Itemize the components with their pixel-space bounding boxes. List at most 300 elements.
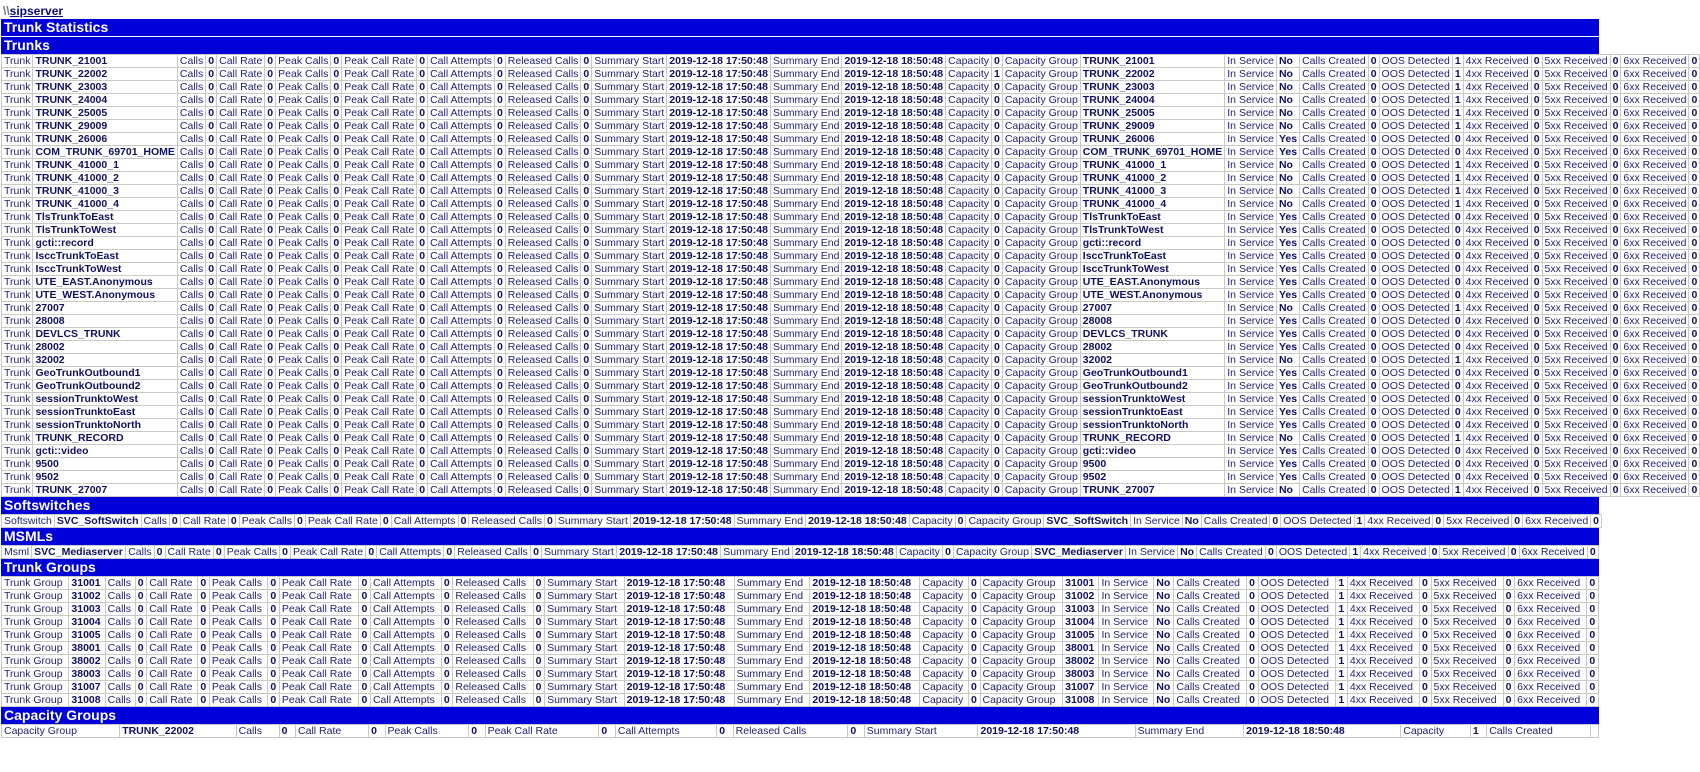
row-name: 31003 [69, 603, 105, 616]
capacity-group-label: Capacity Group [1002, 458, 1080, 471]
4xx-received-label: 4xx Received [1463, 419, 1531, 432]
oos-detected-label: OOS Detected [1379, 107, 1452, 120]
6xx-received-label: 6xx Received [1621, 458, 1689, 471]
peak-calls-label: Peak Calls [276, 302, 331, 315]
capacity-value: 0 [969, 590, 981, 603]
5xx-received-label: 5xx Received [1542, 432, 1610, 445]
summary-start-label: Summary Start [592, 432, 667, 445]
call-attempts-value: 0 [494, 263, 505, 276]
5xx-received-label: 5xx Received [1542, 380, 1610, 393]
released-calls-value: 0 [533, 590, 545, 603]
summary-end-label: Summary End [734, 515, 806, 528]
capacity-group-label: Capacity Group [1002, 159, 1080, 172]
capacity-group-value: 9500 [1080, 458, 1224, 471]
capacity-label: Capacity [946, 367, 992, 380]
capacity-value: 0 [992, 484, 1003, 497]
call-rate-label: Call Rate [217, 302, 265, 315]
row-type-label: Trunk [2, 263, 33, 276]
6xx-received-value: 0 [1587, 590, 1599, 603]
calls-created-label: Calls Created [1300, 172, 1369, 185]
call-attempts-label: Call Attempts [370, 616, 441, 629]
oos-detected-label: OOS Detected [1379, 341, 1452, 354]
released-calls-label: Released Calls [505, 81, 581, 94]
capacity-value: 0 [992, 276, 1003, 289]
4xx-received-value: 0 [1531, 237, 1542, 250]
row-type-label: Trunk [2, 471, 33, 484]
summary-start-value: 2019-12-18 17:50:48 [667, 68, 771, 81]
summary-start-label: Summary Start [592, 211, 667, 224]
call-attempts-label: Call Attempts [370, 577, 441, 590]
released-calls-value: 0 [581, 198, 592, 211]
peak-calls-label: Peak Calls [276, 159, 331, 172]
peak-calls-value: 0 [331, 81, 342, 94]
calls-label: Calls [177, 445, 205, 458]
row-type-label: Trunk [2, 81, 33, 94]
peak-call-rate-value: 0 [599, 725, 615, 738]
call-rate-label: Call Rate [147, 694, 198, 707]
call-attempts-value: 0 [494, 393, 505, 406]
in-service-value: No [1154, 681, 1174, 694]
peak-call-rate-value: 0 [417, 354, 428, 367]
summary-start-value: 2019-12-18 17:50:48 [624, 655, 734, 668]
capacity-value: 0 [992, 185, 1003, 198]
5xx-received-label: 5xx Received [1542, 484, 1610, 497]
oos-detected-label: OOS Detected [1379, 68, 1452, 81]
6xx-received-label: 6xx Received [1621, 276, 1689, 289]
4xx-received-label: 4xx Received [1463, 289, 1531, 302]
summary-start-value: 2019-12-18 17:50:48 [667, 354, 771, 367]
calls-label: Calls [177, 107, 205, 120]
released-calls-value: 0 [581, 172, 592, 185]
calls-created-label: Calls Created [1300, 198, 1369, 211]
call-attempts-value: 0 [494, 68, 505, 81]
capacity-label: Capacity [946, 185, 992, 198]
summary-end-value: 2019-12-18 18:50:48 [810, 694, 920, 707]
capacity-value: 0 [992, 328, 1003, 341]
table-row [2, 263, 1700, 276]
summary-end-label: Summary End [770, 328, 842, 341]
capacity-group-label: Capacity Group [1002, 289, 1080, 302]
call-rate-value: 0 [198, 668, 210, 681]
peak-call-rate-value: 0 [366, 546, 377, 559]
released-calls-value: 0 [581, 276, 592, 289]
capacity-label: Capacity [946, 341, 992, 354]
oos-detected-value: 1 [1336, 590, 1348, 603]
6xx-received-label: 6xx Received [1621, 94, 1689, 107]
peak-calls-value: 0 [331, 185, 342, 198]
capacity-group-label: Capacity Group [980, 642, 1063, 655]
peak-calls-value: 0 [331, 198, 342, 211]
4xx-received-label: 4xx Received [1347, 577, 1419, 590]
summary-end-value: 2019-12-18 18:50:48 [842, 380, 946, 393]
row-name: TRUNK_22002 [33, 68, 177, 81]
capacity-label: Capacity [946, 120, 992, 133]
capacity-group-label: Capacity Group [1002, 198, 1080, 211]
peak-calls-value: 0 [268, 629, 280, 642]
row-name: 38002 [69, 655, 105, 668]
calls-label: Calls [177, 458, 205, 471]
summary-end-value: 2019-12-18 18:50:48 [810, 655, 920, 668]
6xx-received-label: 6xx Received [1621, 328, 1689, 341]
row-type-label: Trunk Group [2, 603, 69, 616]
call-rate-label: Call Rate [217, 250, 265, 263]
call-rate-value: 0 [265, 81, 276, 94]
capacity-group-value: IsccTrunkToWest [1080, 263, 1224, 276]
oos-detected-value: 0 [1452, 133, 1463, 146]
summary-end-label: Summary End [770, 94, 842, 107]
peak-call-rate-value: 0 [359, 681, 371, 694]
call-attempts-label: Call Attempts [428, 185, 495, 198]
peak-call-rate-value: 0 [359, 590, 371, 603]
peak-calls-label: Peak Calls [276, 393, 331, 406]
in-service-value: No [1276, 198, 1299, 211]
calls-created-value: 0 [1247, 668, 1259, 681]
4xx-received-label: 4xx Received [1463, 185, 1531, 198]
released-calls-value: 0 [533, 577, 545, 590]
in-service-label: In Service [1099, 577, 1154, 590]
4xx-received-value: 0 [1531, 406, 1542, 419]
call-attempts-value: 0 [494, 55, 505, 68]
calls-created-value: 0 [1368, 276, 1379, 289]
calls-created-value: 0 [1368, 68, 1379, 81]
peak-call-rate-label: Peak Call Rate [342, 55, 417, 68]
call-attempts-label: Call Attempts [428, 263, 495, 276]
capacity-label: Capacity [920, 603, 969, 616]
released-calls-value: 0 [581, 367, 592, 380]
oos-detected-value: 0 [1452, 250, 1463, 263]
released-calls-value: 0 [533, 603, 545, 616]
summary-start-label: Summary Start [555, 515, 630, 528]
table-row [2, 172, 1700, 185]
summary-end-value: 2019-12-18 18:50:48 [810, 577, 920, 590]
released-calls-value: 0 [581, 263, 592, 276]
calls-value: 0 [206, 484, 217, 497]
released-calls-label: Released Calls [505, 94, 581, 107]
capacity-group-value: TRUNK_24004 [1080, 94, 1224, 107]
oos-detected-label: OOS Detected [1379, 120, 1452, 133]
peak-call-rate-label: Peak Call Rate [342, 133, 417, 146]
calls-created-label: Calls Created [1300, 237, 1369, 250]
in-service-value: No [1154, 616, 1174, 629]
peak-calls-label: Peak Calls [276, 107, 331, 120]
summary-end-label: Summary End [734, 681, 810, 694]
released-calls-value: 0 [581, 315, 592, 328]
section-table [1, 54, 1700, 497]
peak-call-rate-value: 0 [417, 471, 428, 484]
oos-detected-label: OOS Detected [1379, 133, 1452, 146]
released-calls-value: 0 [581, 445, 592, 458]
capacity-group-value: GeoTrunkOutbound2 [1080, 380, 1224, 393]
5xx-received-value: 0 [1610, 198, 1621, 211]
call-attempts-label: Call Attempts [428, 159, 495, 172]
oos-detected-value: 1 [1452, 94, 1463, 107]
summary-end-value: 2019-12-18 18:50:48 [842, 237, 946, 250]
capacity-value: 0 [992, 406, 1003, 419]
4xx-received-value: 0 [1531, 341, 1542, 354]
call-rate-value: 0 [198, 681, 210, 694]
5xx-received-label: 5xx Received [1431, 616, 1503, 629]
capacity-label: Capacity [946, 276, 992, 289]
5xx-received-value: 0 [1610, 237, 1621, 250]
calls-label: Calls [177, 263, 205, 276]
peak-calls-label: Peak Calls [209, 603, 268, 616]
calls-value: 0 [135, 642, 147, 655]
peak-calls-value: 0 [331, 406, 342, 419]
released-calls-label: Released Calls [505, 224, 581, 237]
sipserver-link[interactable]: sipserver [9, 4, 64, 18]
call-rate-value: 0 [265, 250, 276, 263]
released-calls-label: Released Calls [505, 120, 581, 133]
released-calls-label: Released Calls [505, 302, 581, 315]
row-name: TRUNK_41000_1 [33, 159, 177, 172]
call-rate-label: Call Rate [147, 681, 198, 694]
capacity-label: Capacity [1401, 725, 1471, 738]
call-attempts-value: 0 [494, 484, 505, 497]
call-rate-value: 0 [198, 616, 210, 629]
in-service-value: No [1154, 629, 1174, 642]
call-attempts-value: 0 [494, 107, 505, 120]
row-type-label: Trunk [2, 432, 33, 445]
call-attempts-label: Call Attempts [370, 603, 441, 616]
capacity-group-label: Capacity Group [980, 694, 1063, 707]
summary-end-value: 2019-12-18 18:50:48 [842, 172, 946, 185]
in-service-label: In Service [1099, 655, 1154, 668]
6xx-received-label: 6xx Received [1621, 120, 1689, 133]
capacity-group-value: IsccTrunkToEast [1080, 250, 1224, 263]
calls-label: Calls [105, 694, 135, 707]
summary-start-value: 2019-12-18 17:50:48 [667, 237, 771, 250]
5xx-received-label: 5xx Received [1444, 515, 1512, 528]
call-rate-value: 0 [198, 603, 210, 616]
in-service-value: No [1154, 603, 1174, 616]
capacity-label: Capacity [946, 159, 992, 172]
table-row [2, 276, 1700, 289]
calls-created-value: 0 [1368, 94, 1379, 107]
capacity-label: Capacity [946, 68, 992, 81]
call-rate-label: Call Rate [147, 655, 198, 668]
call-rate-value: 0 [265, 68, 276, 81]
5xx-received-label: 5xx Received [1431, 655, 1503, 668]
5xx-received-label: 5xx Received [1542, 237, 1610, 250]
4xx-received-label: 4xx Received [1463, 315, 1531, 328]
6xx-received-value: 0 [1689, 471, 1700, 484]
capacity-group-label: Capacity Group [1002, 406, 1080, 419]
summary-start-value: 2019-12-18 17:50:48 [667, 432, 771, 445]
call-rate-value: 0 [265, 484, 276, 497]
call-attempts-label: Call Attempts [428, 328, 495, 341]
table-row [2, 406, 1700, 419]
4xx-received-value: 0 [1531, 133, 1542, 146]
call-attempts-label: Call Attempts [428, 289, 495, 302]
6xx-received-value: 0 [1689, 55, 1700, 68]
peak-calls-label: Peak Calls [276, 250, 331, 263]
in-service-label: In Service [1225, 146, 1277, 159]
table-row [2, 484, 1700, 497]
row-name: 38001 [69, 642, 105, 655]
row-name: TRUNK_27007 [33, 484, 177, 497]
capacity-group-value: SVC_Mediaserver [1032, 546, 1126, 559]
call-attempts-value: 0 [494, 458, 505, 471]
calls-created-label: Calls Created [1300, 458, 1369, 471]
4xx-received-label: 4xx Received [1463, 354, 1531, 367]
call-attempts-value: 0 [717, 725, 733, 738]
6xx-received-label: 6xx Received [1621, 133, 1689, 146]
released-calls-label: Released Calls [505, 445, 581, 458]
summary-end-label: Summary End [1135, 725, 1243, 738]
summary-start-value: 2019-12-18 17:50:48 [667, 81, 771, 94]
summary-end-label: Summary End [770, 276, 842, 289]
capacity-group-label: Capacity Group [1002, 380, 1080, 393]
summary-end-value: 2019-12-18 18:50:48 [842, 133, 946, 146]
calls-created-value: 0 [1368, 354, 1379, 367]
in-service-value: Yes [1276, 211, 1299, 224]
released-calls-label: Released Calls [453, 694, 533, 707]
capacity-value: 0 [992, 354, 1003, 367]
released-calls-value: 0 [581, 250, 592, 263]
peak-call-rate-label: Peak Call Rate [342, 198, 417, 211]
released-calls-label: Released Calls [505, 341, 581, 354]
peak-call-rate-label: Peak Call Rate [342, 172, 417, 185]
in-service-label: In Service [1225, 185, 1277, 198]
4xx-received-label: 4xx Received [1463, 94, 1531, 107]
capacity-value: 1 [992, 68, 1003, 81]
5xx-received-label: 5xx Received [1542, 172, 1610, 185]
calls-value: 0 [206, 211, 217, 224]
summary-end-value: 2019-12-18 18:50:48 [810, 616, 920, 629]
calls-created-value: 0 [1368, 263, 1379, 276]
capacity-group-label: Capacity Group [1002, 315, 1080, 328]
oos-detected-value: 0 [1452, 328, 1463, 341]
released-calls-label: Released Calls [505, 354, 581, 367]
row-type-label: Trunk [2, 107, 33, 120]
4xx-received-label: 4xx Received [1463, 341, 1531, 354]
row-type-label: Trunk [2, 354, 33, 367]
call-rate-label: Call Rate [217, 81, 265, 94]
in-service-label: In Service [1225, 406, 1277, 419]
capacity-value: 0 [992, 471, 1003, 484]
in-service-value: Yes [1276, 367, 1299, 380]
table-row [2, 341, 1700, 354]
row-name: TRUNK_41000_3 [33, 185, 177, 198]
capacity-value: 0 [992, 211, 1003, 224]
4xx-received-label: 4xx Received [1347, 616, 1419, 629]
calls-label: Calls [105, 590, 135, 603]
peak-call-rate-value: 0 [417, 198, 428, 211]
calls-label: Calls [177, 367, 205, 380]
capacity-group-label: Capacity Group [1002, 341, 1080, 354]
call-rate-label: Call Rate [147, 603, 198, 616]
call-attempts-label: Call Attempts [391, 515, 458, 528]
summary-start-value: 2019-12-18 17:50:48 [624, 642, 734, 655]
peak-calls-label: Peak Calls [276, 419, 331, 432]
peak-call-rate-value: 0 [417, 276, 428, 289]
capacity-label: Capacity [946, 263, 992, 276]
peak-call-rate-label: Peak Call Rate [342, 315, 417, 328]
released-calls-value: 0 [848, 725, 864, 738]
6xx-received-label: 6xx Received [1515, 694, 1587, 707]
in-service-value: Yes [1276, 328, 1299, 341]
calls-value: 0 [206, 406, 217, 419]
summary-end-value: 2019-12-18 18:50:48 [842, 68, 946, 81]
capacity-group-value: TlsTrunkToWest [1080, 224, 1224, 237]
summary-start-label: Summary Start [545, 590, 625, 603]
table-row [2, 603, 1599, 616]
table-row [2, 146, 1700, 159]
peak-call-rate-label: Peak Call Rate [342, 328, 417, 341]
peak-calls-value: 0 [331, 237, 342, 250]
calls-created-value: 0 [1266, 546, 1277, 559]
row-name: UTE_EAST.Anonymous [33, 276, 177, 289]
peak-calls-value: 0 [331, 484, 342, 497]
summary-start-value: 2019-12-18 17:50:48 [667, 328, 771, 341]
peak-calls-label: Peak Calls [276, 445, 331, 458]
released-calls-value: 0 [531, 546, 542, 559]
page-title: Trunk Statistics [1, 19, 1599, 36]
in-service-value: Yes [1276, 315, 1299, 328]
peak-calls-label: Peak Calls [276, 354, 331, 367]
peak-call-rate-value: 0 [417, 419, 428, 432]
4xx-received-value: 0 [1531, 224, 1542, 237]
capacity-group-value: 31008 [1063, 694, 1099, 707]
capacity-group-value: TRUNK_RECORD [1080, 432, 1224, 445]
in-service-value: Yes [1276, 458, 1299, 471]
summary-start-value: 2019-12-18 17:50:48 [630, 515, 734, 528]
call-rate-value: 0 [265, 107, 276, 120]
call-rate-label: Call Rate [217, 471, 265, 484]
call-attempts-value: 0 [444, 546, 455, 559]
released-calls-label: Released Calls [505, 471, 581, 484]
section-title: Softswitches [1, 497, 1599, 514]
calls-created-label: Calls Created [1174, 655, 1247, 668]
6xx-received-label: 6xx Received [1621, 445, 1689, 458]
calls-created-label: Calls Created [1300, 328, 1369, 341]
summary-start-value: 2019-12-18 17:50:48 [624, 681, 734, 694]
capacity-group-label: Capacity Group [980, 577, 1063, 590]
summary-start-label: Summary Start [592, 289, 667, 302]
row-type-label: Trunk [2, 484, 33, 497]
summary-start-label: Summary Start [592, 458, 667, 471]
calls-value: 0 [154, 546, 165, 559]
call-attempts-value: 0 [494, 250, 505, 263]
row-name: 9502 [33, 471, 177, 484]
summary-start-value: 2019-12-18 17:50:48 [667, 263, 771, 276]
row-type-label: Softswitch [2, 515, 55, 528]
5xx-received-value: 0 [1503, 577, 1515, 590]
summary-start-value: 2019-12-18 17:50:48 [667, 224, 771, 237]
call-attempts-label: Call Attempts [377, 546, 444, 559]
call-attempts-label: Call Attempts [428, 68, 495, 81]
call-rate-label: Call Rate [217, 406, 265, 419]
in-service-label: In Service [1225, 341, 1277, 354]
summary-start-label: Summary Start [592, 419, 667, 432]
oos-detected-label: OOS Detected [1258, 590, 1336, 603]
peak-call-rate-value: 0 [417, 367, 428, 380]
released-calls-label: Released Calls [453, 681, 533, 694]
peak-calls-label: Peak Calls [276, 224, 331, 237]
peak-call-rate-label: Peak Call Rate [342, 250, 417, 263]
capacity-group-value: UTE_WEST.Anonymous [1080, 289, 1224, 302]
summary-start-label: Summary Start [592, 55, 667, 68]
call-rate-label: Call Rate [217, 393, 265, 406]
in-service-value: No [1276, 107, 1299, 120]
capacity-value: 0 [992, 55, 1003, 68]
peak-calls-value: 0 [268, 655, 280, 668]
call-rate-label: Call Rate [147, 577, 198, 590]
oos-detected-value: 1 [1336, 603, 1348, 616]
summary-end-label: Summary End [770, 354, 842, 367]
calls-label: Calls [177, 159, 205, 172]
call-rate-label: Call Rate [217, 328, 265, 341]
